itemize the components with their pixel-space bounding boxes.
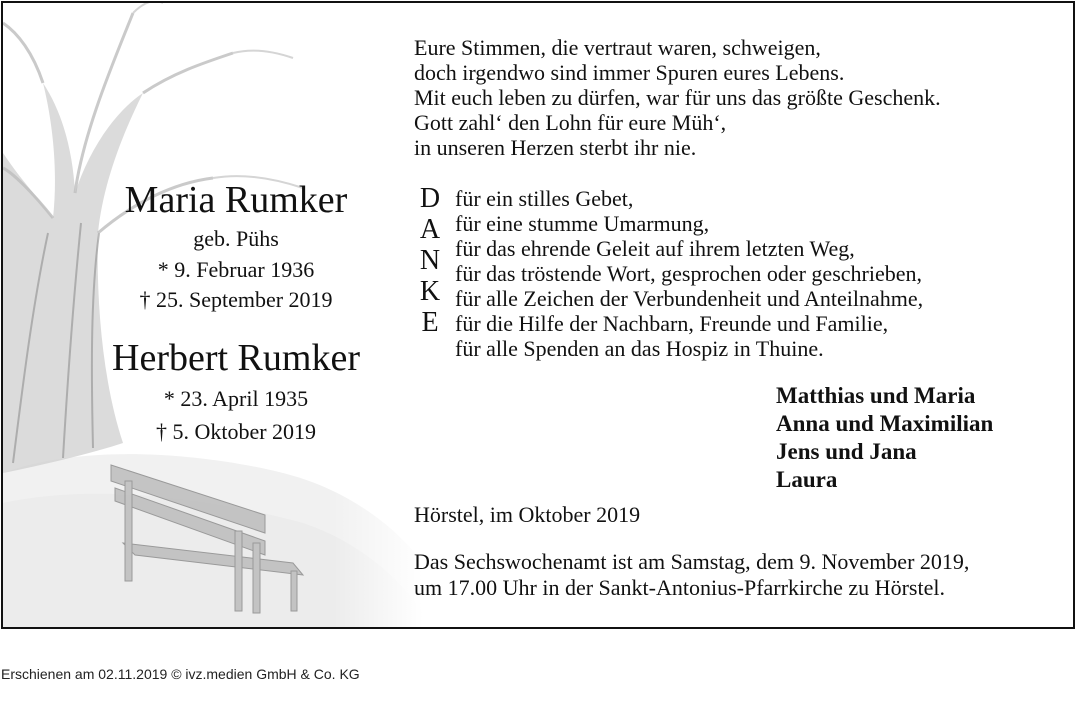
service-line: um 17.00 Uhr in der Sankt-Antonius-Pfarrkirche zu Hörstel.	[414, 575, 945, 600]
thanks-line: für alle Spenden an das Hospiz in Thuine.	[455, 336, 824, 361]
tree-and-bench-illustration	[3, 3, 423, 627]
thanks-line: für ein stilles Gebet,	[455, 186, 634, 211]
signer: Matthias und Maria	[776, 383, 976, 408]
poem-line: Eure Stimmen, die vertraut waren, schweigen,	[414, 35, 821, 60]
poem-line: Mit euch leben zu dürfen, war für uns das größte Geschenk.	[414, 85, 941, 110]
service-announcement	[414, 549, 969, 601]
signer: Jens und Jana	[776, 439, 917, 464]
acrostic-letter: K	[419, 276, 441, 307]
signer: Anna und Maximilian	[776, 411, 994, 436]
birth-date: * 23. April 1935	[163, 386, 309, 411]
service-line: Das Sechswochenamt ist am Samstag, dem 9. November 2019,	[414, 549, 970, 574]
poem-line: Gott zahl‘ den Lohn für eure Müh‘,	[414, 110, 727, 135]
danke-acrostic	[416, 183, 444, 338]
maiden-name: geb. Pühs	[193, 226, 279, 251]
signer: Laura	[776, 467, 838, 492]
poem	[414, 35, 941, 160]
thanks-line: für das tröstende Wort, gesprochen oder geschrieben,	[455, 261, 922, 286]
publication-footer: Erschienen am 02.11.2019 © ivz.medien GmbH & Co. KG	[1, 666, 360, 682]
obituary-notice	[1, 1, 1075, 629]
poem-line: in unseren Herzen sterbt ihr nie.	[414, 135, 697, 160]
acrostic-letter: D	[419, 183, 441, 214]
deceased-name: Herbert Rumker	[112, 337, 360, 379]
thanks-line: für die Hilfe der Nachbarn, Freunde und Familie,	[455, 311, 889, 336]
thanks-line: für eine stumme Umarmung,	[455, 211, 710, 236]
deceased-name: Maria Rumker	[124, 179, 348, 221]
birth-date: * 9. Februar 1936	[157, 257, 315, 282]
acrostic-letter: N	[419, 245, 441, 276]
acrostic-letter: E	[421, 307, 439, 338]
signers	[776, 382, 993, 494]
thanks-line: für das ehrende Geleit auf ihrem letzten Weg,	[455, 236, 855, 261]
death-date: † 5. Oktober 2019	[155, 419, 317, 444]
thanks-list	[455, 186, 923, 361]
death-date: † 25. September 2019	[139, 287, 333, 312]
thanks-line: für alle Zeichen der Verbundenheit und Anteilnahme,	[455, 286, 924, 311]
poem-line: doch irgendwo sind immer Spuren eures Lebens.	[414, 60, 845, 85]
acrostic-letter: A	[419, 214, 441, 245]
place-date: Hörstel, im Oktober 2019	[414, 502, 641, 527]
